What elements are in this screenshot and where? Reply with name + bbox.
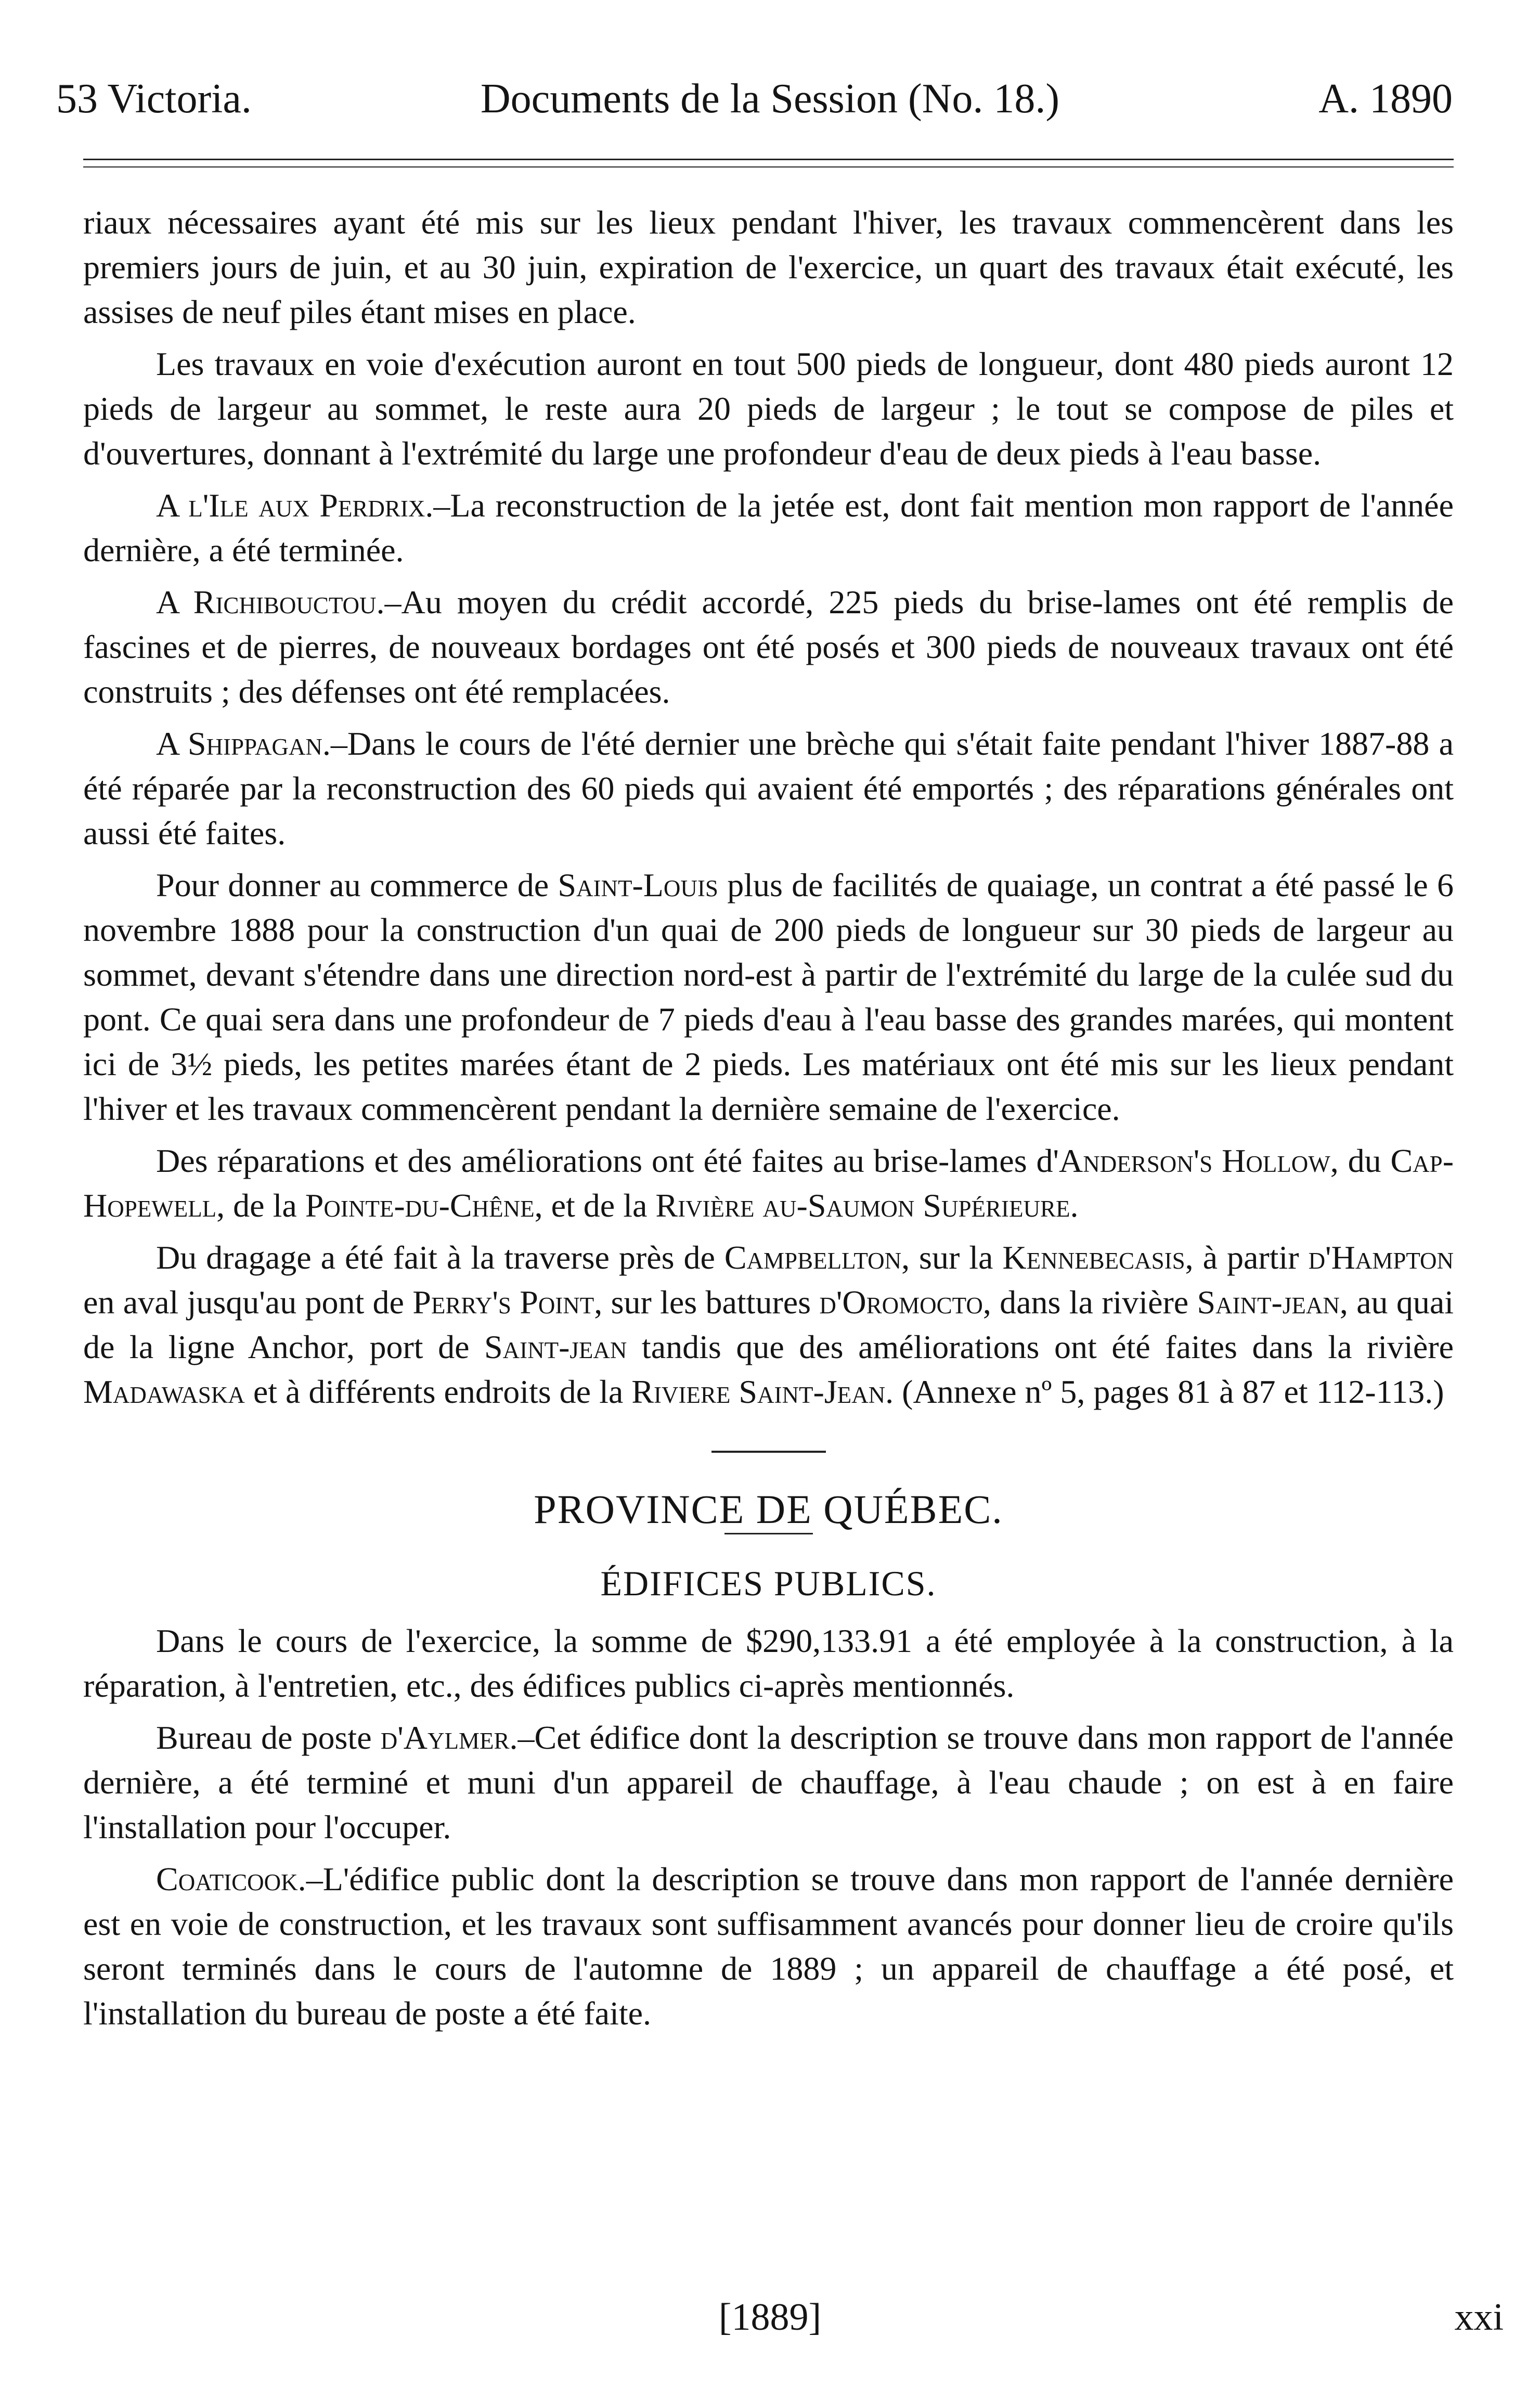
place-name: Coaticook. <box>156 1861 306 1897</box>
place-name: Pointe-du-Chêne <box>305 1187 535 1224</box>
text-run: riaux nécessaires ayant été mis sur les lieux pendant l'hiver, les travaux commencèrent dans les premiers jours de juin, et au 30 juin, expiration de l'exercice, un quart des travaux était exécuté, les assises de neuf piles étant mises en place. <box>83 204 1454 330</box>
text-run: plus de facilités de quaiage, un contrat a été passé le 6 novembre 1888 pour la construction d'un quai de 200 pieds de longueur sur 30 pieds de largeur au sommet, devant s'étendre dans une direction nord-est à partir de l'extrémité du large de la culée sud du pont. Ce quai sera dans une profondeur de 7 pieds d'eau à l'eau basse des grandes marées, qui montent ici de 3½ pieds, les petites marées étant de 2 pieds. Les matériaux ont été mis sur les lieux pendant l'hiver et les travaux commencèrent pendant la dernière semaine de l'exercice. <box>83 867 1454 1127</box>
text-run: , au quai de la ligne Anchor, port de <box>83 1284 1454 1365</box>
text-run: tandis que des améliorations ont été faites dans la rivière <box>627 1328 1454 1365</box>
place-name: Rivière au-Saumon Supérieure <box>655 1187 1070 1224</box>
place-name: A Richibouctou. <box>156 584 385 621</box>
header-title: Documents de la Session (No. 18.) <box>480 76 1060 122</box>
paragraphs-quebec <box>83 1619 1454 2036</box>
paragraphs-new-brunswick <box>83 200 1454 1414</box>
text-run: –Cet édifice dont la description se trouve dans mon rapport de l'année dernière, a été terminé et muni d'un appareil de chauffage, à l'eau chaude ; on est à en faire l'installation pour l'occuper. <box>83 1719 1454 1845</box>
text-run: Des réparations et des améliorations ont été faites au brise-lames d' <box>156 1142 1059 1179</box>
place-name: Anderson's Hollow <box>1058 1142 1330 1179</box>
paragraph <box>83 342 1454 476</box>
footer-year: [1889] <box>718 2296 822 2339</box>
text-run: , sur les battures <box>594 1284 820 1321</box>
text-run: Pour donner au commerce de <box>156 867 558 903</box>
paragraph <box>83 1619 1454 1708</box>
place-name: Saint-Louis <box>558 867 718 903</box>
text-run: , de la <box>216 1187 305 1224</box>
header-session-year: 53 Victoria. <box>56 76 252 122</box>
section-title: PROVINCE DE QUÉBEC. <box>534 1487 1003 1532</box>
text-run: , du <box>1330 1142 1391 1179</box>
place-name: Perry's Point <box>412 1284 594 1321</box>
place-name: d'Aylmer. <box>380 1719 518 1756</box>
text-run: et à différents endroits de la <box>244 1373 632 1410</box>
place-name: A l'Ile aux Perdrix. <box>156 487 434 524</box>
text-run: Du dragage a été fait à la traverse près de <box>156 1239 724 1276</box>
place-name: d'Oromocto <box>819 1284 983 1321</box>
text-run: –Dans le cours de l'été dernier une brèche qui s'était faite pendant l'hiver 1887-88 a été réparée par la reconstruction des 60 pieds qui avaient été emportés ; des réparations générales ont aussi été faites. <box>83 725 1454 851</box>
body-text <box>83 200 1454 2043</box>
text-run: , dans la rivière <box>982 1284 1197 1321</box>
place-name: Campbellton <box>724 1239 902 1276</box>
paragraph <box>83 1857 1454 2036</box>
section-subrule <box>724 1533 813 1534</box>
paragraph <box>83 580 1454 714</box>
paragraph <box>83 1235 1454 1414</box>
place-name: Saint-jean <box>484 1328 627 1365</box>
page-number: xxi <box>1454 2296 1504 2339</box>
paragraph <box>83 1715 1454 1850</box>
place-name: d'Hampton <box>1308 1239 1454 1276</box>
place-name: Saint-jean <box>1197 1284 1340 1321</box>
text-run: , à partir <box>1185 1239 1309 1276</box>
paragraph <box>83 721 1454 856</box>
place-name: A Shippagan. <box>156 725 331 762</box>
place-name: Riviere Saint-Jean <box>631 1373 886 1410</box>
place-name: Cap-Hopewell <box>83 1142 1454 1224</box>
text-run: . <box>1070 1187 1079 1224</box>
text-run: –Au moyen du crédit accordé, 225 pieds du brise-lames ont été remplis de fascines et de pierres, de nouveaux bordages ont été posés et 300 pieds de nouveaux travaux ont été construits ; des défenses ont été remplacées. <box>83 584 1454 710</box>
text-run: Bureau de poste <box>156 1719 381 1756</box>
header-rule <box>83 159 1454 160</box>
section-separator <box>711 1451 826 1453</box>
section-subtitle: ÉDIFICES PUBLICS. <box>600 1564 937 1603</box>
paragraph <box>83 200 1454 334</box>
text-run: –La reconstruction de la jetée est, dont fait mention mon rapport de l'année dernière, a été terminée. <box>83 487 1454 569</box>
header-rule-double <box>83 166 1454 167</box>
paragraph <box>83 1139 1454 1228</box>
paragraph <box>83 863 1454 1131</box>
text-run: . (Annexe nº 5, pages 81 à 87 et 112-113.) <box>885 1373 1444 1410</box>
text-run: –L'édifice public dont la description se trouve dans mon rapport de l'année dernière est en voie de construction, et les travaux sont suffisamment avancés pour donner lieu de croire qu'ils seront terminés dans le cours de l'automne de 1889 ; un appareil de chauffage a été posé, et l'installation du bureau de poste a été faite. <box>83 1861 1454 2032</box>
text-run: Les travaux en voie d'exécution auront en tout 500 pieds de longueur, dont 480 pieds auront 12 pieds de largeur au sommet, le reste aura 20 pieds de largeur ; le tout se compose de piles et d'ouvertures, donnant à l'extrémité du large une profondeur d'eau de deux pieds à l'eau basse. <box>83 345 1454 472</box>
text-run: en aval jusqu'au pont de <box>83 1284 413 1321</box>
place-name: Kennebecasis <box>1002 1239 1185 1276</box>
text-run: Dans le cours de l'exercice, la somme de $290,133.91 a été employée à la construction, à la réparation, à l'entretien, etc., des édifices publics ci-après mentionnés. <box>83 1622 1454 1704</box>
text-run: , et de la <box>534 1187 656 1224</box>
place-name: Madawaska <box>83 1373 245 1410</box>
header-year: A. 1890 <box>1318 76 1453 122</box>
text-run: , sur la <box>901 1239 1003 1276</box>
paragraph <box>83 483 1454 573</box>
